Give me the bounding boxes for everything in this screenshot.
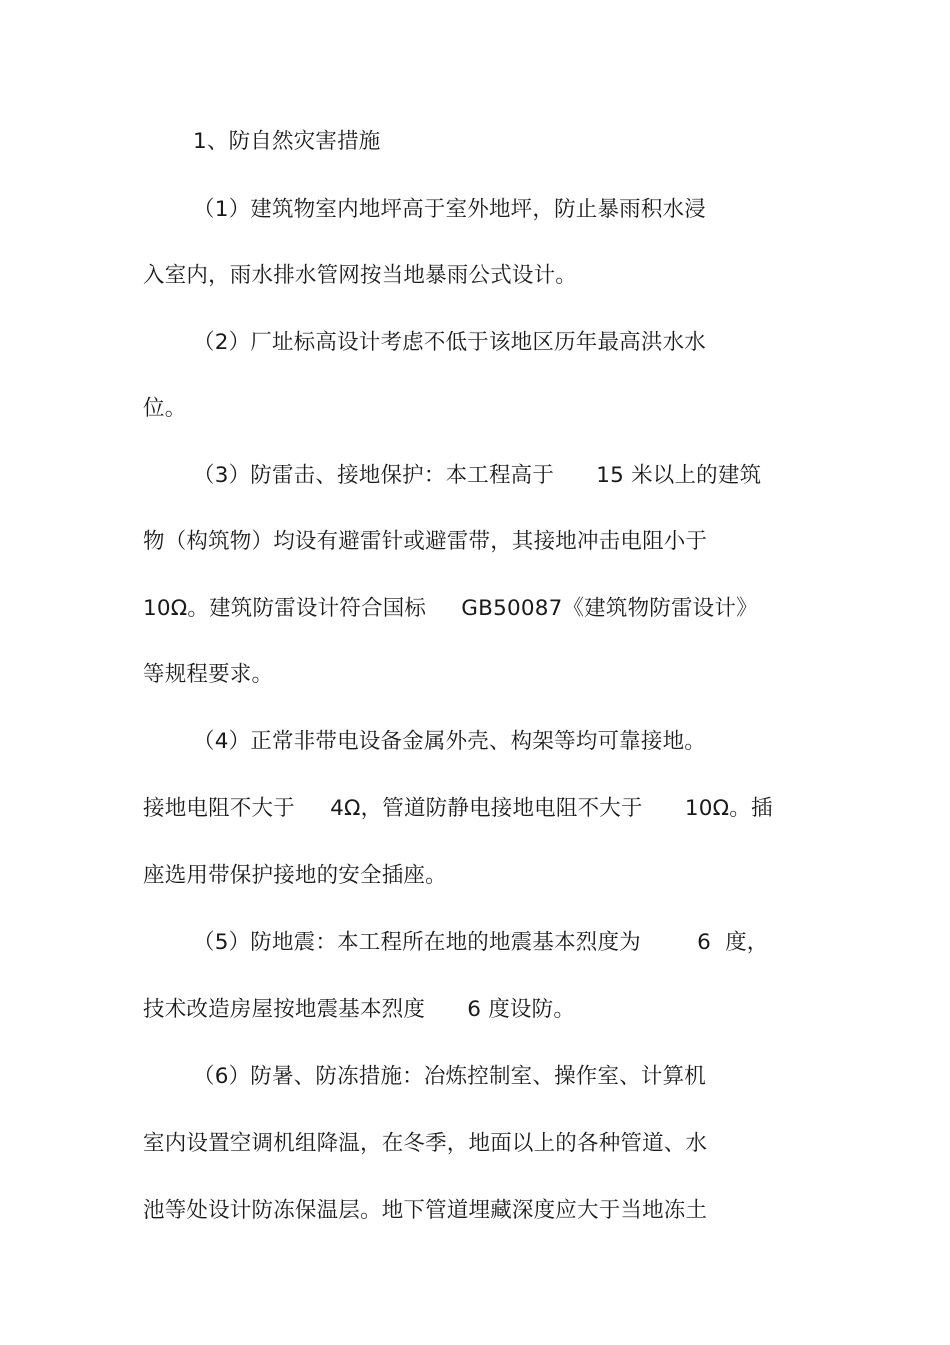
paragraph-line: 入室内，雨水排水管网按当地暴雨公式设计。 [143,263,578,288]
section-heading: 1、防自然灾害措施 [193,129,381,154]
paragraph-line: （1）建筑物室内地坪高于室外地坪，防止暴雨积水浸 [193,197,706,222]
paragraph-line: 室内设置空调机组降温，在冬季，地面以上的各种管道、水 [143,1131,708,1156]
paragraph-line: （6）防暑、防冻措施：冶炼控制室、操作室、计算机 [193,1064,706,1089]
paragraph-line: （4）正常非带电设备金属外壳、构架等均可靠接地。 [193,729,706,754]
paragraph-line: 座选用带保护接地的安全插座。 [143,863,447,888]
paragraph-line: 10Ω。建筑防雷设计符合国标 GB50087《建筑物防雷设计》 [143,596,758,621]
paragraph-line: 物（构筑物）均设有避雷针或避雷带，其接地冲击电阻小于 [143,529,708,554]
paragraph-line: （5）防地震：本工程所在地的地震基本烈度为 6 度， [193,930,769,955]
paragraph-line: （2）厂址标高设计考虑不低于该地区历年最高洪水水 [193,330,706,355]
paragraph-line: 位。 [143,396,187,421]
paragraph-line: （3）防雷击、接地保护：本工程高于 15 米以上的建筑 [193,463,762,488]
paragraph-line: 技术改造房屋按地震基本烈度 6 度设防。 [143,997,576,1022]
paragraph-line: 等规程要求。 [143,662,274,687]
paragraph-line: 池等处设计防冻保温层。地下管道埋藏深度应大于当地冻土 [143,1198,708,1223]
paragraph-line: 接地电阻不大于 4Ω，管道防静电接地电阻不大于 10Ω。插 [143,796,773,821]
